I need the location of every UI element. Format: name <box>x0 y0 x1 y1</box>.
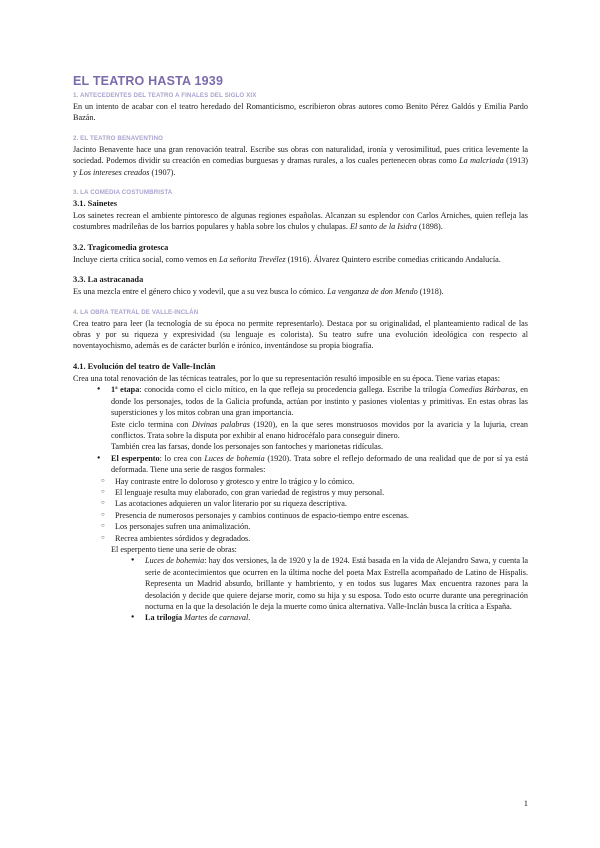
text: (1920), en la que seres monstruosos movidos por la avaricia y la lujuria, crean conflictos. Trata sobre la disputa por exhibir al enano hidrocéfalo para conseguir dinero. <box>111 419 528 440</box>
section-heading-costumbrista: 3. LA COMEDIA COSTUMBRISTA <box>73 189 173 197</box>
list-item-feature: ○ Hay contraste entre lo doloroso y grotesco y entre lo trágico y lo cómico. <box>115 476 528 487</box>
subheading-tragicomedia: 3.2. Tragicomedia grotesca <box>73 242 169 252</box>
page-content <box>73 74 528 624</box>
page-title: EL TEATRO HASTA 1939 <box>73 74 224 88</box>
text: (1920). Trata sobre el reflejo deformado de una realidad que de por sí ya está deformada. Tiene una serie de rasgos formales: <box>111 453 528 475</box>
paragraph-evolucion: Crea una total renovación de las técnicas teatrales, por lo que su representación resultó imposible en su época. Tiene varias etapas: <box>73 373 500 383</box>
work-title: Luces de bohemia <box>204 453 265 463</box>
paragraph-astracanada <box>73 286 528 297</box>
work-title: Luces de bohemia <box>145 556 205 566</box>
paragraph-divinas-palabras <box>111 419 528 442</box>
stage-label: 1ª etapa <box>111 385 140 395</box>
text: , en donde los personajes, todos de la Galicia profunda, actúan por instinto y pasiones violentas y primitivas. En estas obras las supersticiones y los mitos cobran una gran importancia. <box>111 385 529 418</box>
text: (1918). <box>417 287 444 297</box>
text: . <box>248 613 251 623</box>
paragraph-farsas: También crea las farsas, donde los personajes son fantoches y marionetas ridículas. <box>111 442 384 452</box>
text: (1898). <box>416 222 443 232</box>
works-list <box>145 555 528 623</box>
subheading-astracanada: 3.3. La astracanada <box>73 275 144 285</box>
text: Los sainetes recrean el ambiente pintoresco de algunas regiones españolas. Alcanzan su esplendor con Carlos Arniches, quien refleja las costumbres madrileñas de los barrios populares y habla sobre los chulos y chulapas. <box>73 211 528 232</box>
page-number: 1 <box>523 798 528 808</box>
text: (1913) y <box>73 156 529 177</box>
section-heading-valle-inclan: 4. LA OBRA TEATRAL DE VALLE-INCLÁN <box>73 308 199 316</box>
work-title: Comedias Bárbaras <box>449 385 516 395</box>
work-title: Los intereses creados <box>79 167 150 177</box>
work-title: Divinas palabras <box>191 419 250 429</box>
list-item-feature: ○ Los personajes sufren una animalización. <box>115 521 528 532</box>
list-item-feature: ○ Presencia de numerosos personajes y cambios continuos de espacio-tiempo entre escenas. <box>115 510 528 521</box>
stages-list-2 <box>111 453 528 476</box>
list-item-stage-1 <box>111 384 528 418</box>
work-title: La señorita Trevélez <box>218 254 286 264</box>
work-title: La venganza de don Mendo <box>327 287 418 297</box>
work-label: La trilogía <box>145 613 185 623</box>
work-title: Martes de carnaval <box>184 613 249 623</box>
list-item-stage-2 <box>111 453 528 476</box>
stages-list <box>111 384 528 418</box>
subheading-sainetes: 3.1. Sainetes <box>73 199 117 209</box>
subheading-evolucion: 4.1. Evolución del teatro de Valle-Inclán <box>73 361 216 371</box>
paragraph-works-intro: El esperpento tiene una serie de obras: <box>111 544 237 554</box>
paragraph-benaventino <box>73 144 528 178</box>
paragraph-antecedentes: En un intento de acabar con el teatro heredado del Romanticismo, escribieron obras autores como Benito Pérez Galdós y Emilia Pardo Bazán. <box>73 102 528 123</box>
list-item-work-luces <box>145 555 528 612</box>
text: Jacinto Benavente hace una gran renovación teatral. Escribe sus obras con naturalidad, ironía y verosimilitud, pues critica levemente la sociedad. Podemos dividir su creación en comedias burguesas y dramas rurales, a los cuales pertenecen obras como <box>73 144 528 166</box>
text: (1916). Álvarez Quintero escribe comedias criticando Andalucía. <box>285 254 501 264</box>
section-heading-antecedentes: 1. ANTECEDENTES DEL TEATRO A FINALES DEL SIGLO XIX <box>73 92 257 99</box>
text: : lo crea con <box>159 453 205 463</box>
work-title: La malcriada <box>459 156 504 166</box>
text: (1907). <box>149 167 176 177</box>
list-item-feature: ○ Las acotaciones adquieren un valor literario por su riqueza descriptiva. <box>115 498 528 509</box>
section-heading-benaventino: 2. EL TEATRO BENAVENTINO <box>73 134 164 142</box>
paragraph-valle-inclan-intro: Crea teatro para leer (la tecnología de su época no permite representarlo). Destaca por su originalidad, el planteamiento radical de las obras y por su riqueza y expresividad (su lenguaje es colorista). Su teatro sufre una evolución ideológica con respecto al noventayochismo, además es de carácter burlón e irónico, inventándose su propia biografía. <box>73 318 528 351</box>
text: Este ciclo termina con <box>111 419 192 429</box>
list-item-feature: ○ El lenguaje resulta muy elaborado, con gran variedad de registros y muy personal. <box>115 487 528 498</box>
text: Incluye cierta crítica social, como vemos en <box>73 254 219 264</box>
paragraph-tragicomedia <box>73 254 528 265</box>
stage-label: El esperpento <box>111 453 160 463</box>
list-item-feature: ○ Recrea ambientes sórdidos y degradados. <box>115 533 528 544</box>
features-list <box>115 476 528 544</box>
paragraph-sainetes <box>73 210 528 233</box>
text: Es una mezcla entre el género chico y vodevil, que a su vez busca lo cómico. <box>73 287 328 297</box>
text: : conocida como el ciclo mítico, en la que refleja su procedencia gallega. Escribe la trilogía <box>139 385 450 395</box>
work-title: El santo de la Isidra <box>349 222 417 232</box>
list-item-work-martes <box>145 612 528 623</box>
text: : hay dos versiones, la de 1920 y la de 1924. Está basada en la vida de Alejandro Sawa, y cuenta la serie de acontecimientos que ocurren en la última noche del poeta Max Estrella acompañado de Latino de Híspalis. Representa un Madrid absurdo, brillante y hambriento, y en todos sus lugares Max encuentra razones para la desolación y decide que quiere dejarse morir, como su hija y su esposa. Todo esto ocurre durante una peregrinación nocturna en la que la desolación le deja la muerte como única alternativa. Valle-Inclán busca la crítica a España. <box>145 556 528 611</box>
